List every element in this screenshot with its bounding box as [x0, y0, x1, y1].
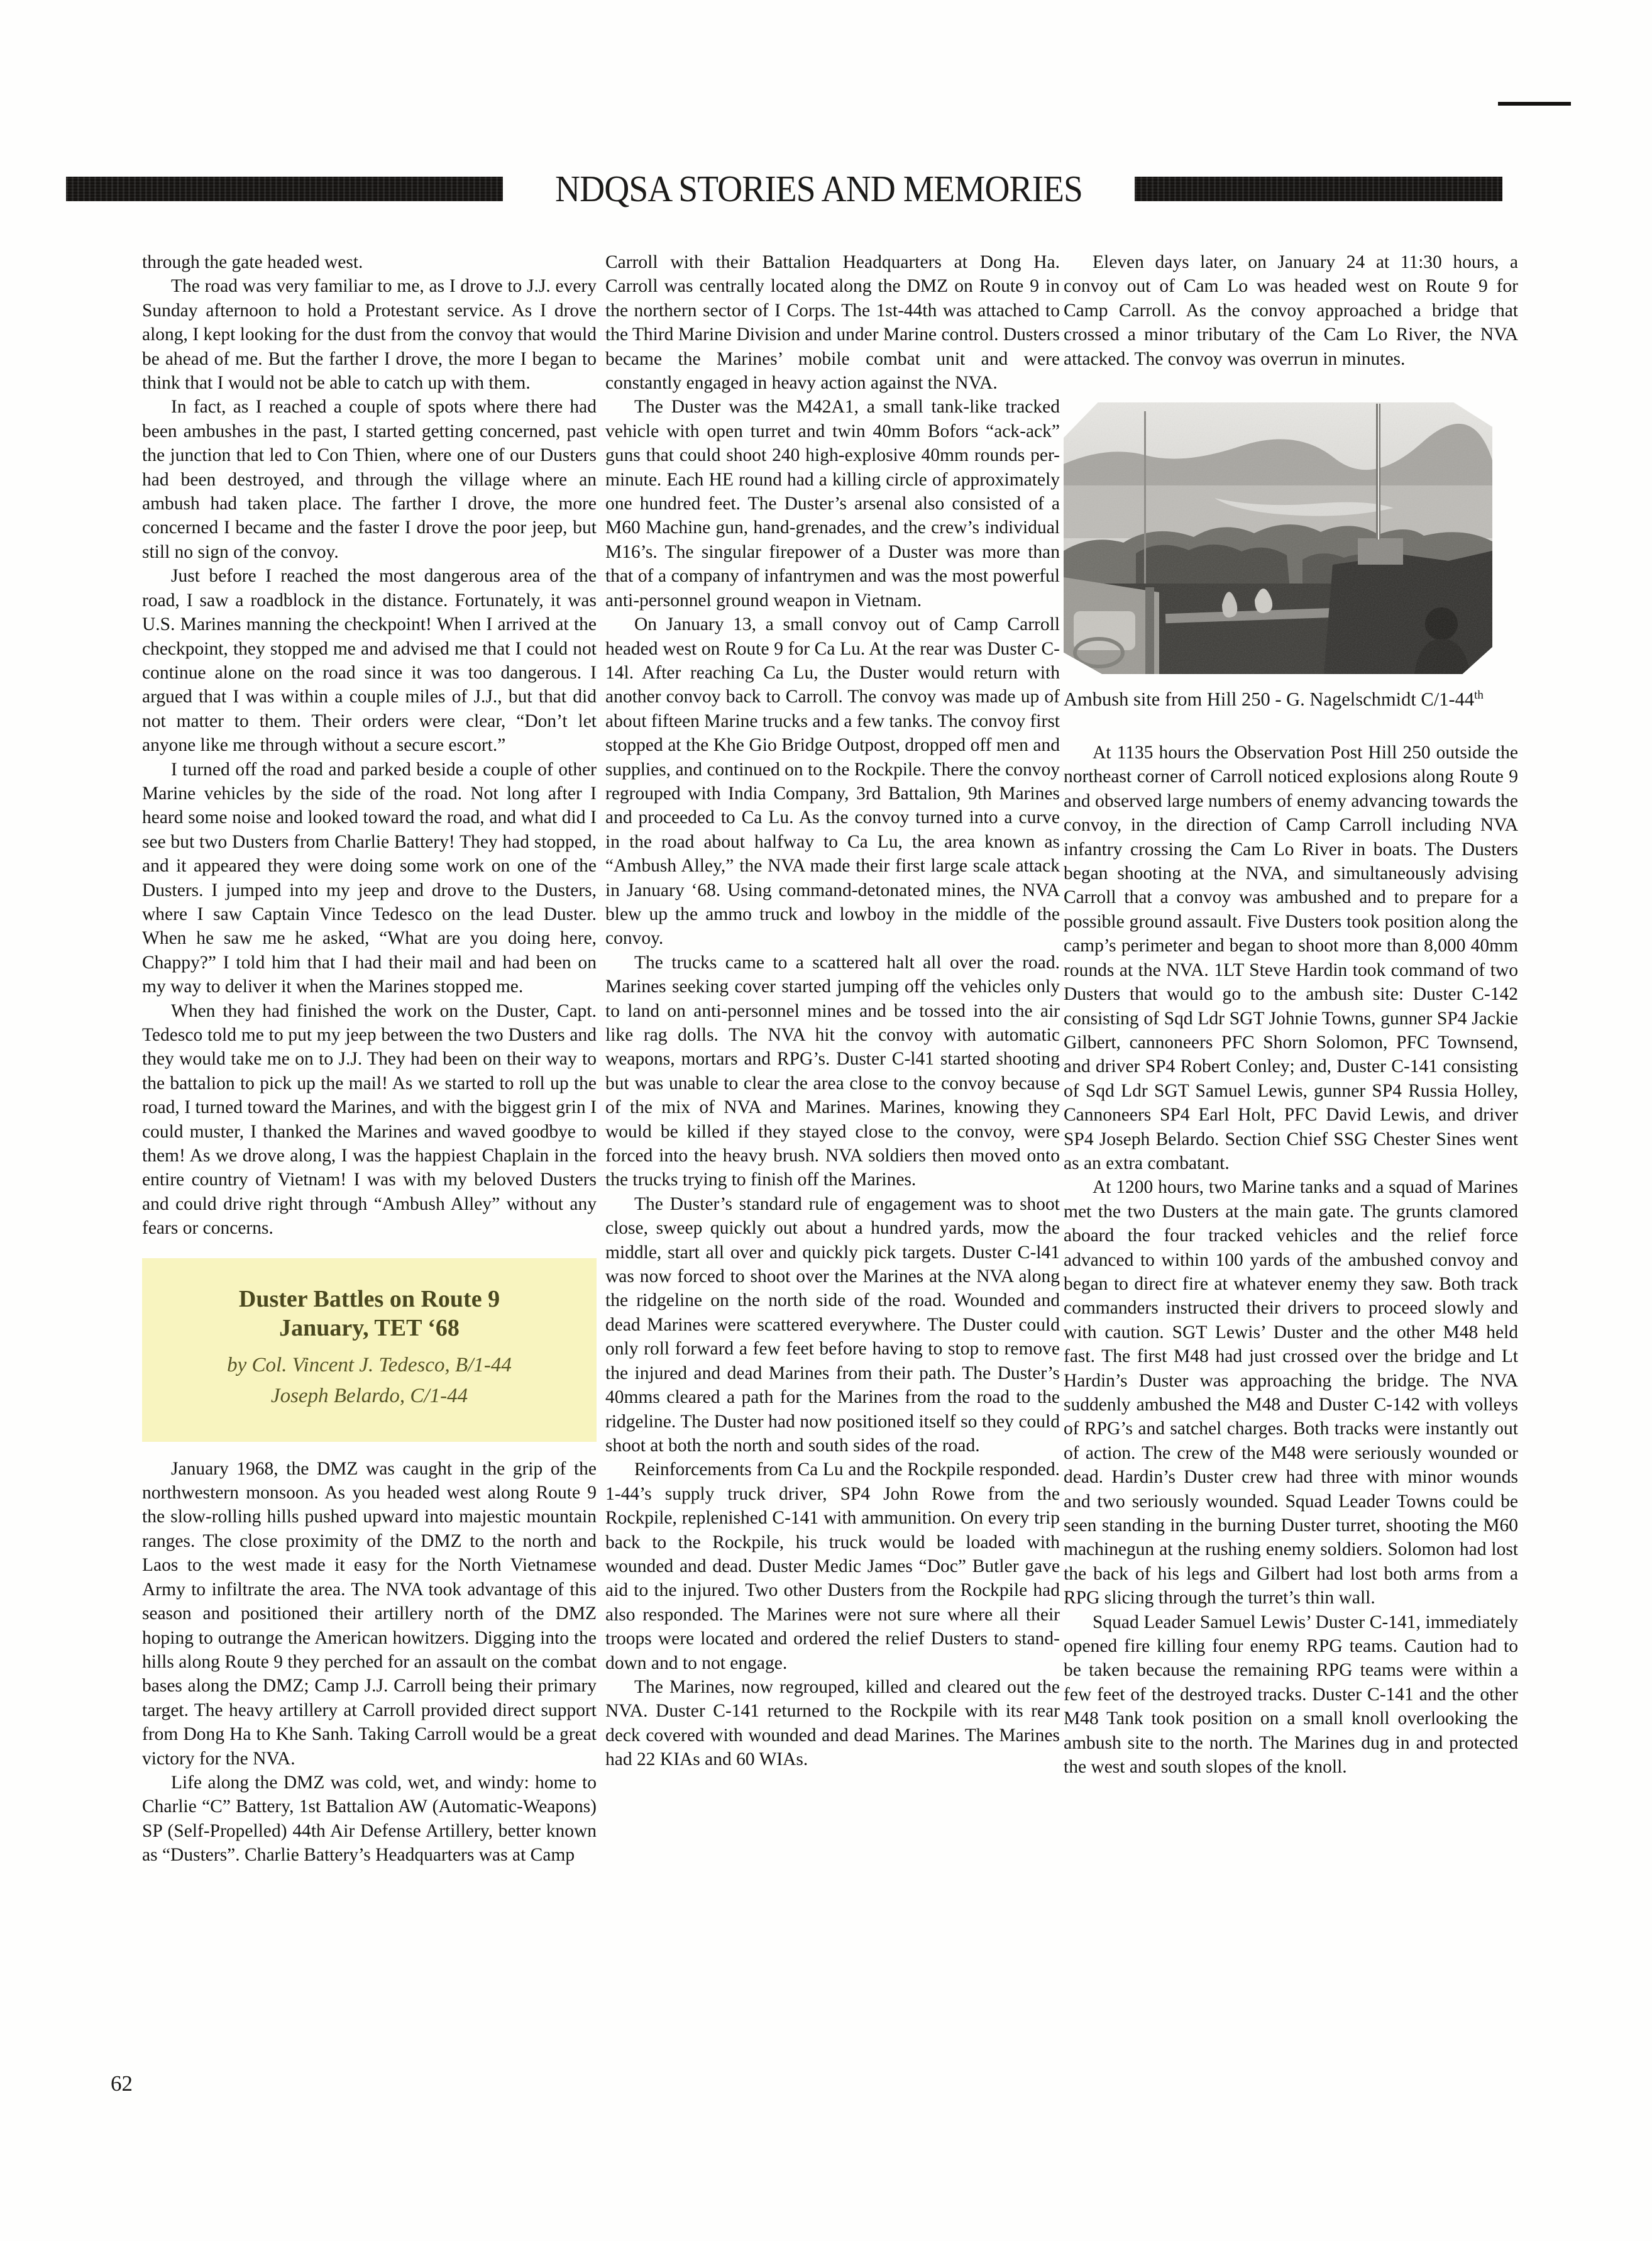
feature-box — [142, 1258, 597, 1442]
body-paragraph: The trucks came to a scattered halt all over the road. Marines seeking cover started jumping off the vehicles only to land on anti-personnel mines and be tossed into the air like rag dolls. The NVA hit the convoy with automatic weapons, mortars and RPG’s. Duster C-l41 started shooting but was unable to clear the area close to the convoy because of the mix of NVA and Marines. Marines, knowing they would be killed if they stayed close to the convoy, were forced into the heavy brush. NVA soldiers then moved onto the trucks trying to finish off the Marines. — [605, 952, 1060, 1190]
body-paragraph: On January 13, a small convoy out of Camp Carroll headed west on Route 9 for Ca Lu. At the rear was Duster C-14l. After reaching Ca Lu, the Duster would return with another convoy back to Carroll. The convoy was made up of about fifteen Marine trucks and a few tanks. The convoy first stopped at the Khe Gio Bridge Outpost, dropped off men and supplies, and continued on to the Rockpile. There the convoy regrouped with India Company, 3rd Battalion, 9th Marines and proceeded to Ca Lu. As the convoy turned into a curve in the road about halfway to Ca Lu, the area known as “Ambush Alley,” the NVA made their first large scale attack in January ‘68. Using command-detonated mines, the NVA blew up the ammo truck and lowboy in the middle of the convoy. — [605, 614, 1060, 949]
column-1-bottom — [142, 1457, 597, 1868]
section-title: NDQSA STORIES AND MEMORIES — [555, 167, 1082, 209]
body-paragraph: Carroll with their Battalion Headquarters at Dong Ha. Carroll was centrally located along the DMZ on Route 9 in the northern sector of I Corps. The 1st-44th was attached to the Third Marine Division and under Marine control. Dusters became the Marines’ mobile combat unit and were constantly engaged in heavy action against the NVA. — [605, 252, 1060, 394]
page-number: 62 — [111, 2071, 133, 2096]
ambush-site-photo — [1064, 402, 1492, 674]
section-header — [66, 169, 1502, 209]
column-3 — [1064, 250, 1518, 1779]
column-1-top — [142, 250, 597, 1241]
body-paragraph: The Marines, now regrouped, killed and cleared out the NVA. Duster C-141 returned to the Rockpile with its rear deck covered with wounded and dead Marines. The Marines had 22 KIAs and 60 WIAs. — [605, 1676, 1060, 1770]
header-bar-right — [1135, 177, 1502, 201]
photo-grain-overlay — [1064, 402, 1492, 674]
top-right-rule — [1498, 102, 1571, 106]
body-paragraph: In fact, as I reached a couple of spots where there had been ambushes in the past, I started getting concerned, past the junction that led to Con Thien, where one of our Dusters had been destroyed, and through the village where an ambush had taken place. The farther I drove, the more concerned I became and the faster I drove the poor jeep, but still no sign of the convoy. — [142, 397, 597, 562]
column-2 — [605, 250, 1060, 1772]
article-title-line1: Duster Battles on Route 9 — [238, 1285, 500, 1312]
photo-figure — [1064, 402, 1492, 711]
article-byline-2: Joseph Belardo, C/1-44 — [270, 1384, 468, 1407]
body-paragraph: When they had finished the work on the Duster, Capt. Tedesco told me to put my jeep between the two Dusters and they would take me on to J.J. They had been on their way to the battalion to pick up the mail! As we started to roll up the road, I turned toward the Marines, and with the biggest grin I could muster, I thanked the Marines and waved goodbye to them! As we drove along, I was the happiest Chaplain in the entire country of Vietnam! I was with my beloved Dusters and could drive right through “Ambush Alley” without any fears or concerns. — [142, 1000, 597, 1239]
body-paragraph: through the gate headed west. — [142, 252, 363, 272]
body-paragraph: Just before I reached the most dangerous area of the road, I saw a roadblock in the distance. Fortunately, it was U.S. Marines manning the checkpoint! When I arrived at the checkpoint, they stopped me and advised me that I could not continue alone on the road since it was too dangerous. I argued that I was within a couple miles of J.J., but that did not matter to them. Their orders were clear, “Don’t let anyone like me through without a secure escort.” — [142, 566, 597, 756]
body-paragraph: Reinforcements from Ca Lu and the Rockpile responded. 1-44’s supply truck driver, SP4 John Rowe from the Rockpile, replenished C-141 with ammunition. On every trip back to the Rockpile, his truck would be loaded with wounded and dead. Duster Medic James “Doc” Butler gave aid to the injured. Two other Dusters from the Rockpile had also responded. The Marines were not sure where all their troops were located and ordered the relief Dusters to stand-down and to not engage. — [605, 1459, 1060, 1673]
article-byline-1: by Col. Vincent J. Tedesco, B/1-44 — [227, 1353, 512, 1376]
photo-caption — [1064, 688, 1492, 711]
body-paragraph: At 1135 hours the Observation Post Hill 250 outside the northeast corner of Carroll noticed explosions along Route 9 and observed large numbers of enemy advancing towards the convoy, in the direction of Camp Carroll including NVA infantry crossing the Cam Lo River in boats. The Dusters began shooting at the NVA, and simultaneously advising Carroll that a convoy was ambushed and to prepare for a possible ground assault. Five Dusters took position along the camp’s perimeter and began to shoot more than 8,000 40mm rounds at the NVA. 1LT Steve Hardin took command of two Dusters that would go to the ambush site: Duster C-142 consisting of Sqd Ldr SGT Johnie Towns, gunner SP4 Jackie Gilbert, cannoneers PFC Shorn Solomon, PFC Townsend, and driver SP4 Robert Conley; and, Duster C-141 consisting of Sqd Ldr SGT Samuel Lewis, gunner SP4 Russia Holley, Cannoneers SP4 Earl Holt, PFC David Lewis, and driver SP4 Joseph Belardo. Section Chief SSG Chester Sines went as an extra combatant. — [1064, 743, 1518, 1173]
article-title-line2: January, TET ‘68 — [279, 1314, 460, 1341]
body-paragraph: Squad Leader Samuel Lewis’ Duster C-141, immediately opened fire killing four enemy RPG teams. Caution had to be taken because the remaining RPG teams were within a few feet of the destroyed tracks. Duster C-141 and the other M48 Tank took position on a small knoll overlooking the ambush site to the north. The Marines dug in and protected the west and south slopes of the knoll. — [1064, 1612, 1518, 1778]
body-paragraph: The Duster’s standard rule of engagement was to shoot close, sweep quickly out about a hundred yards, mow the middle, start all over and quickly pick targets. Duster C-l41 was now forced to shoot over the Marines at the NVA along the ridgeline on the north side of the road. Wounded and dead Marines were scattered everywhere. The Duster could only roll forward a few feet before having to stop to remove the injured and dead Marines from their path. The Duster’s 40mms cleared a path for the Marines from the road to the ridgeline. The Duster had now positioned itself so they could shoot at both the north and south sides of the road. — [605, 1193, 1060, 1456]
column-3-top — [1064, 250, 1518, 371]
header-bar-left — [66, 177, 503, 201]
body-paragraph: Life along the DMZ was cold, wet, and windy: home to Charlie “C” Battery, 1st Battalion AW (Automatic-Weapons) SP (Self-Propelled) 44th Air Defense Artillery, better known as “Dusters”. Charlie Battery’s Headquarters was at Camp — [142, 1772, 597, 1866]
column-3-bottom — [1064, 741, 1518, 1779]
photo-caption-text: Ambush site from Hill 250 - G. Nagelschmidt C/1-44 — [1064, 689, 1475, 711]
column-2-text — [605, 250, 1060, 1772]
column-1 — [142, 250, 597, 1868]
body-paragraph: Eleven days later, on January 24 at 11:30 hours, a convoy out of Cam Lo was headed west on Route 9 for Camp Carroll. As the convoy approached a bridge that crossed a minor tributary of the Cam Lo River, the NVA attacked. The convoy was overrun in minutes. — [1064, 252, 1518, 369]
body-paragraph: January 1968, the DMZ was caught in the grip of the northwestern monsoon. As you headed west along Route 9 the slow-rolling hills pushed upward into majestic mountain ranges. The close proximity of the DMZ to the north and Laos to the west made it easy for the North Vietnamese Army to infiltrate the area. The NVA took advantage of this season and positioned their artillery north of the DMZ hoping to outrange the American howitzers. Digging into the hills along Route 9 they perched for an assault on the combat bases along the DMZ; Camp J.J. Carroll being their primary target. The heavy artillery at Carroll provided direct support from Dong Ha to Khe Sanh. Taking Carroll would be a great victory for the NVA. — [142, 1458, 597, 1769]
body-paragraph: The road was very familiar to me, as I drove to J.J. every Sunday afternoon to hold a Protestant service. As I drove along, I kept looking for the dust from the convoy that would be ahead of me. But the farther I drove, the more I began to think that I would not be able to catch up with them. — [142, 276, 597, 394]
photo-caption-superscript: th — [1474, 688, 1484, 702]
body-paragraph: The Duster was the M42A1, a small tank-like tracked vehicle with open turret and twin 40mm Bofors “ack-ack” guns that could shoot 240 high-explosive 40mm rounds per-minute. Each HE round had a killing circle of approximately one hundred feet. The Duster’s arsenal also consisted of a M60 Machine gun, hand-grenades, and the crew’s individual M16’s. The singular firepower of a Duster was more than that of a company of infantrymen and was the most powerful anti-personnel ground weapon in Vietnam. — [605, 397, 1060, 611]
body-paragraph: I turned off the road and parked beside a couple of other Marine vehicles by the side of the road. Not long after I heard some noise and looked toward the road, and what did I see but two Dusters from Charlie Battery! They had stopped, and it appeared they were doing some work on one of the Dusters. I jumped into my jeep and drove to the Dusters, where I saw Captain Vince Tedesco on the lead Duster. When he saw me he asked, “What are you doing here, Chappy?” I told him that I had their mail and had been on my way to deliver it when the Marines stopped me. — [142, 759, 597, 997]
body-paragraph: At 1200 hours, two Marine tanks and a squad of Marines met the two Dusters at the main gate. The grunts clamored aboard the four tracked vehicles and the relief force advanced to within 100 yards of the ambushed convoy and began to direct fire at whatever enemy they saw. Both track commanders instructed their drivers to proceed slowly and with caution. SGT Lewis’ Duster and the other M48 held fast. The first M48 had just crossed over the bridge and Lt Hardin’s Duster was approaching the bridge. The NVA suddenly ambushed the M48 and Duster C-142 with volleys of RPG’s and satchel charges. Both tracks were instantly out of action. The crew of the M48 were seriously wounded or dead. Hardin’s Duster crew had three with minor wounds and two seriously wounded. Squad Leader Towns could be seen standing in the burning Duster turret, shooting the M60 machinegun at the rushing enemy soldiers. Solomon had lost the back of his legs and Gilbert had lost both arms from a RPG slicing through the turret’s thin wall. — [1064, 1177, 1518, 1608]
